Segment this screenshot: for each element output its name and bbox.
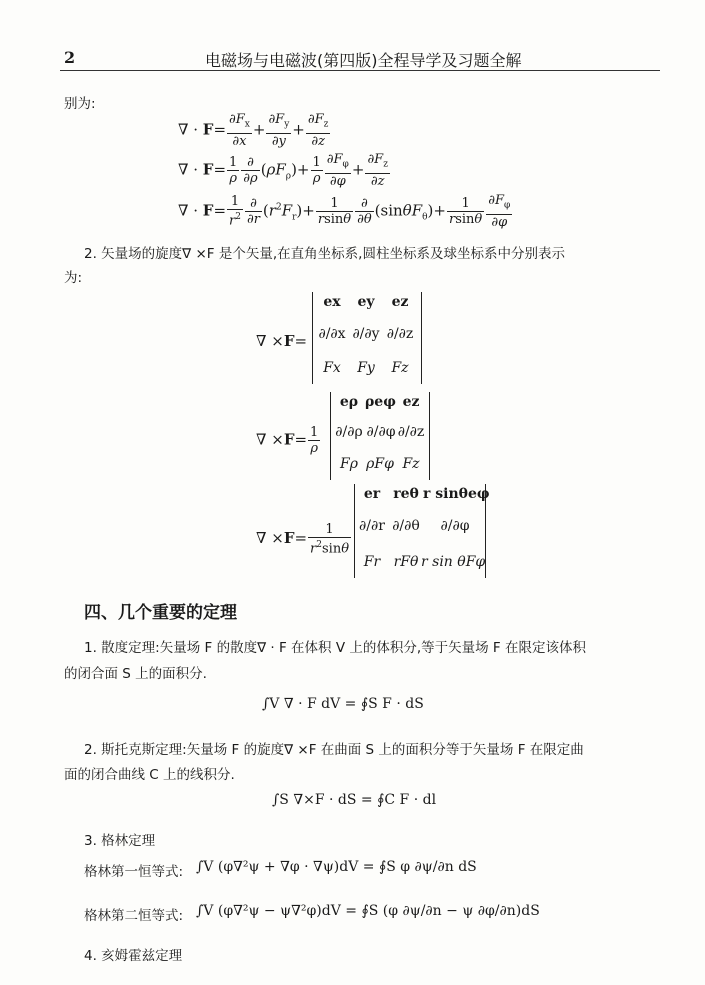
- det-cell: rFθ: [393, 554, 419, 570]
- curl-cartesian-determinant: [312, 292, 422, 384]
- theorem1-line2: 的闭合面 S 上的面积分.: [64, 666, 207, 682]
- det-cell: ez: [402, 394, 420, 410]
- divergence-cylindrical: ∇ · F= $\frac{1}{\rho}$ $\frac{\partial}{\partial\rho}$ $(\rho F_\rho)+$ $\frac{1}{\rho}$ $\frac{\partial F_\varphi}{\partial\varphi}$ + $\frac{\partial F_z}{\partial z}$: [178, 152, 388, 189]
- det-cell: ∂/∂φ: [366, 424, 396, 440]
- det-cell: ∂/∂ρ: [335, 424, 363, 440]
- det-cell: reθ: [393, 486, 419, 502]
- det-cell: ∂/∂φ: [440, 518, 470, 534]
- det-cell: r sin θFφ: [421, 554, 486, 570]
- det-cell: eρ: [339, 394, 359, 410]
- det-cell: Fy: [357, 360, 375, 376]
- theorem2-line1: 2. 斯托克斯定理:矢量场 F 的旋度∇ ×F 在曲面 S 上的面积分等于矢量场 F 在限定曲: [84, 742, 584, 758]
- green2-equation: ∫V (φ∇²ψ − ψ∇²φ)dV = ∮S (φ ∂ψ/∂n − ψ ∂φ/∂n)dS: [196, 903, 540, 919]
- det-cell: r sinθeφ: [423, 486, 490, 502]
- divergence-spherical: ∇ · F= $\frac{1}{r^2}$ $\frac{\partial}{\partial r}$ $(r^2F_r)+$ $\frac{1}{rsin\theta}$ $\frac{\partial}{\partial\theta}$ (sinθF$_\theta$)+ $\frac{1}{rsin\theta}$ $\frac{\partial F_\varphi}{\partial\varphi}$: [178, 193, 511, 230]
- theorem1-line1: 1. 散度定理:矢量场 F 的散度∇ · F 在体积 V 上的体积分,等于矢量场 F 在限定该体积: [84, 640, 586, 656]
- det-cell: ez: [391, 294, 409, 310]
- intro-text: 别为:: [64, 96, 96, 112]
- book-title: 电磁场与电磁波(第四版)全程导学及习题全解: [205, 51, 522, 70]
- det-cell: ey: [357, 294, 375, 310]
- det-cell: ex: [323, 294, 341, 310]
- curl-intro-cont: 为:: [64, 270, 83, 286]
- theorem3-title: 3. 格林定理: [84, 833, 156, 849]
- det-cell: Fz: [391, 360, 409, 376]
- theorem2-line2: 面的闭合曲线 C 上的线积分.: [64, 767, 235, 783]
- page-number: 2: [64, 48, 76, 67]
- curl-cylindrical-determinant: [330, 392, 430, 480]
- divergence-cartesian: ∇ · F= $\frac{\partial F_x}{\partial x}$ + $\frac{\partial F_y}{\partial y}$ + $\frac{\partial F_z}{\partial z}$: [178, 112, 329, 149]
- theorem4-title: 4. 亥姆霍兹定理: [84, 948, 183, 964]
- det-cell: ∂/∂r: [359, 518, 385, 534]
- curl-spherical-lhs: ∇ ×F= $\frac{1}{r^2\sin\theta}$: [256, 522, 350, 557]
- det-cell: ρeφ: [365, 394, 396, 410]
- theorem2-equation: ∫S ∇×F · dS = ∮C F · dl: [272, 792, 437, 808]
- green1-label: 格林第一恒等式:: [84, 864, 184, 880]
- divergence-cartesian-text: [0, 0, 1, 1]
- det-cell: ∂/∂y: [352, 326, 380, 342]
- det-cell: Fz: [402, 456, 420, 472]
- det-cell: Fx: [323, 360, 341, 376]
- det-cell: Fρ: [340, 456, 358, 472]
- green1-equation: ∫V (φ∇²ψ + ∇φ · ∇ψ)dV = ∮S φ ∂ψ/∂n dS: [196, 859, 477, 875]
- det-cell: ∂/∂x: [318, 326, 346, 342]
- det-cell: er: [363, 486, 381, 502]
- theorem1-equation: ∫V ∇ · F dV = ∮S F · dS: [262, 696, 424, 712]
- curl-cylindrical-lhs: ∇ ×F= $\frac{1}{\rho}$: [256, 425, 319, 456]
- section-title: 四、几个重要的定理: [84, 603, 237, 623]
- curl-intro: 2. 矢量场的旋度∇ ×F 是个矢量,在直角坐标系,圆柱坐标系及球坐标系中分别表示: [84, 246, 565, 262]
- header-rule: [60, 70, 660, 71]
- curl-spherical-determinant: [354, 484, 490, 578]
- det-cell: ρFφ: [366, 456, 394, 472]
- green2-label: 格林第二恒等式:: [84, 908, 184, 924]
- curl-cartesian-lhs: ∇ ×F=: [256, 332, 308, 350]
- det-cell: ∂/∂θ: [392, 518, 420, 534]
- det-cell: ∂/∂z: [386, 326, 414, 342]
- det-cell: Fr: [363, 554, 381, 570]
- det-cell: ∂/∂z: [397, 424, 425, 440]
